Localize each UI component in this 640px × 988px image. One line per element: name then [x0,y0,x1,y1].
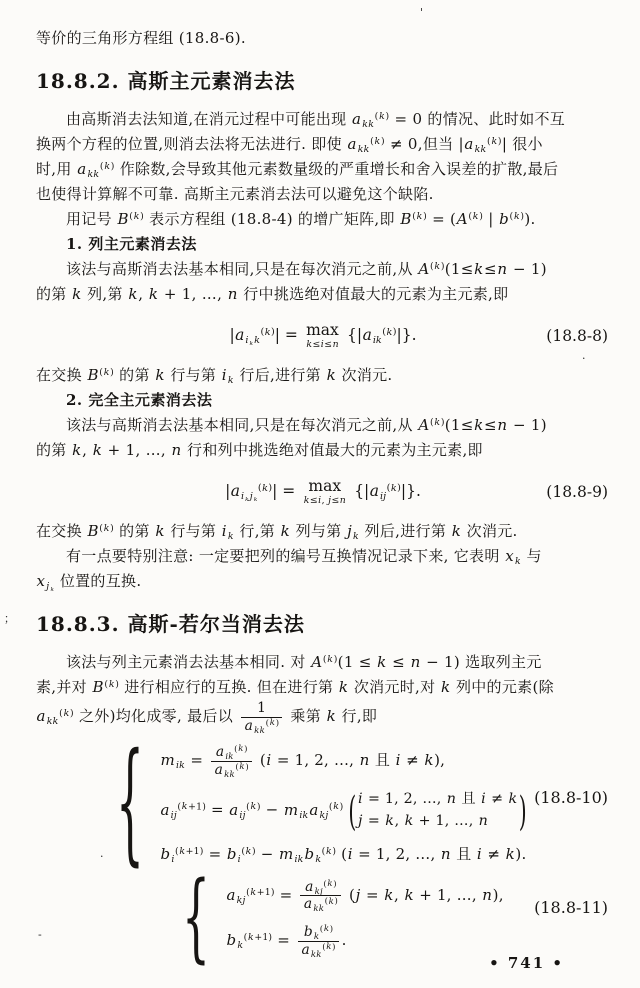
text-line: $a_{kk}^{(k)}$ 之外)均化成零, 最后以 $\frac{1}{a_{kk}^{(k)}}$ 乘第 k 行,即 [36,700,378,736]
equation-18-8-8 [36,312,610,360]
column-pivot-conclusion: 在交换 $B^{(k)}$ 的第 k 行与第 $i_k$ 行后,进行第 k 次消元. [36,366,393,387]
equation-number: (18.8-8) [546,327,608,345]
paragraph-note [36,544,610,594]
subsection-title-full-pivot: 2. 完全主元素消去法 [66,391,213,409]
section-heading-18-8-2: 18.8.2. 高斯主元素消去法 [36,69,296,93]
subsection-title-column-pivot: 1. 列主元素消去法 [66,235,197,253]
left-brace-icon: { [182,861,210,974]
equation-body: $|a_{i_kj_k}^{(k)}|$ = max k≤i, j≤n $\{|a_{ij}^{(k)}|\}$. [225,476,421,507]
paragraph-gauss-jordan [36,650,610,734]
equation-number: (18.8-10) [534,787,608,807]
text-line: $x_{j_k}$ 位置的互换. [36,572,142,594]
text-line: $m_{ik}$ = $\frac{a_{ik}^{(k)}}{a_{kk}^{(k)}}$ (i = 1, 2, …, n 且 i ≠ k), [160,744,446,780]
scan-artifact: ' [420,6,424,19]
text-line: 也使得计算解不可靠. 高斯主元素消去法可以避免这个缺陷. [36,185,434,203]
full-pivot-conclusion: 在交换 $B^{(k)}$ 的第 k 行与第 $i_k$ 行,第 k 列与第 $j_k$ 列后,进行第 k 次消元. [36,522,518,543]
paragraph-full-pivot [36,413,610,463]
text-line: $b_k^{(k+1)}$ = $\frac{b_k^{(k)}}{a_{kk}^{(k)}}$ . [226,924,347,960]
equation-number: (18.8-11) [534,897,608,917]
equation-number: (18.8-9) [546,483,608,501]
text-line: 有一点要特别注意: 一定要把列的编号互换情况记录下来, 它表明 $x_k$ 与 [66,547,542,568]
page-number: • 741 • [489,954,564,972]
scan-artifact: · [100,850,104,863]
section-heading-18-8-3: 18.8.3. 高斯-若尔当消去法 [36,612,305,636]
text-line: $a_{kj}^{(k+1)}$ = $\frac{a_{kj}^{(k)}}{a_{kk}^{(k)}}$ (j = k, k + 1, …, n), [226,878,504,915]
text-line: 的第 k 列,第 k, k + 1, …, n 行中挑选绝对值最大的元素为主元素,即 [36,285,509,303]
scan-artifact: - [38,928,42,941]
text-line: 由高斯消去法知道,在消元过程中可能出现 $a_{kk}^{(k)} = 0$ 的情况、此时如不互 [66,110,566,131]
notation-line: 用记号 $B^{(k)}$ 表示方程组 (18.8-4) 的增广矩阵,即 $B^{(k)} = (A^{(k)}$ | $b^{(k)}$). [66,210,536,228]
scan-artifact: ； [4,612,15,625]
equation-18-8-9 [36,468,610,516]
text-line: 时,用 $a_{kk}^{(k)}$ 作除数,会导致其他元素数量级的严重增长和舍入误差的扩散,最后 [36,160,559,181]
text-line: 该法与列主元素消去法基本相同. 对 $A^{(k)}(1 \le k \le n - 1)$ 选取列主元 [66,653,542,671]
equation-body: $|a_{i_kk}^{(k)}|$ = max k≤i≤n $\{|a_{ik}^{(k)}|\}$. [229,320,417,351]
text-line: 该法与高斯消去法基本相同,只是在每次消元之前,从 $A^{(k)}(1\le k\le n - 1)$ [66,260,547,278]
text-line: $b_i^{(k+1)} = b_i^{(k)} - m_{ik}b_k^{(k)}$ (i = 1, 2, …, n 且 i ≠ k). [160,844,527,866]
text-line: 换两个方程的位置,则消去法将无法进行. 即使 $a_{kk}^{(k)} \ne 0$,但当 $|a_{kk}^{(k)}|$ 很小 [36,135,543,156]
equation-rows [226,879,504,958]
left-brace-icon: { [116,726,144,880]
text-line: 素,并对 $B^{(k)}$ 进行相应行的互换. 但在进行第 k 次消元时,对 k 列中的元素(除 [36,678,554,696]
intro-line: 等价的三角形方程组 (18.8-6). [36,29,246,47]
equation-rows [160,744,528,865]
text-line: $a_{ij}^{(k+1)} = a_{ij}^{(k)} - m_{ik}a_{kj}^{(k)}$ ( i = 1, 2, …, n 且 i ≠ k j = k, k + 1, …, n ) [160,786,527,835]
equation-18-8-10 [116,726,610,880]
paragraph-column-pivot [36,257,610,307]
text-line: 的第 k, k + 1, …, n 行和列中挑选绝对值最大的元素为主元素,即 [36,441,483,459]
text-line: 该法与高斯消去法基本相同,只是在每次消元之前,从 $A^{(k)}(1\le k\le n - 1)$ [66,416,547,434]
paragraph-pivot-intro [36,107,610,207]
scan-artifact: · [582,352,586,365]
